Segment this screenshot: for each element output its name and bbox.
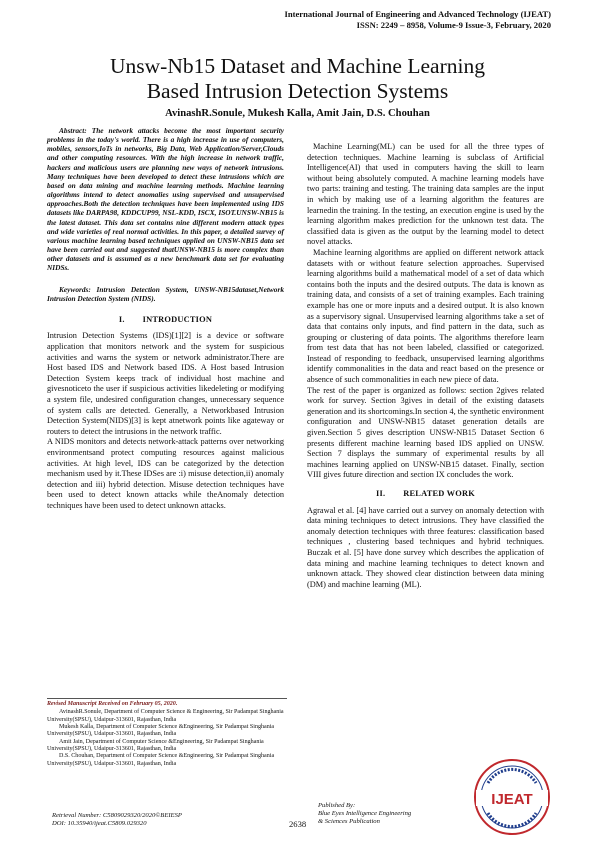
- author-affiliation-1: AvinashR.Sonule, Department of Computer Science & Engineering, Sir Padampat Singhania University(SPSU), Udaipur-313601, Rajasthan, India: [47, 709, 284, 723]
- author-list: AvinashR.Sonule, Mukesh Kalla, Amit Jain, D.S. Chouhan: [165, 108, 430, 119]
- journal-header: [284, 9, 551, 31]
- received-date: Revised Manuscript Received on February 05, 2020.: [47, 701, 178, 707]
- abstract: Abstract: The network attacks become the most important security problems in the today's world. There is a high increase in use of computers, mobiles, sensors,IoTs in networks, Big Data, Web Application/Server,Clouds and other computing resources. With the high increase in network traffic, hackers and malicious users are planning new ways of network intrusions. Many techniques have been developed to detect these intrusions which are based on data mining and machine learning methods. Machine learning algorithms intend to detect anomalies using supervised and unsupervised approaches.Both the detection techniques have been implemented using IDS datasets like DARPA98, KDDCUP99, NSL-KDD, ISCX, ISOT.UNSW-NB15 is the latest dataset. This data set contains nine different modern attack types and wide varieties of real normal activities. In this paper, a detailed survey of various machine learning based techniques applied on UNSW-NB15 data set have been carried out and suggested thatUNSW-NB15 is more complex than other datasets and is assumed as a new benchmark data set for evaluating NIDSs.: [47, 126, 284, 273]
- publisher-line-1: Blue Eyes Intelligence Engineering: [318, 810, 412, 817]
- intro-paragraph-2: A NIDS monitors and detects network-attack patterns over networking environmentsand protect computing resources against malicious activities. At high level, IDS can be categorized by the detection mechanism used by it.These IDSes are :i) misuse detection,ii) anomaly detection and iii) hybrid detection. Misuse detection techniques have been used to detect known attacks while theAnomaly detection techniques have been used to detect unknown attacks.: [47, 437, 284, 510]
- ml-paragraph-2: Machine learning algorithms are applied on different network attack datasets with or without feature selection approaches. Supervised learning algorithms build a mathematical model of a set of data which contains both the inputs and the desired outputs. The data is known as training data, and consists of a set of training examples. Each training example has one or more inputs and a desired output. It is also known as a supervisory signal. Unsupervised learning algorithms take a set of data that contains only inputs, and find pattern in the data, such as grouping or clustering of data points. The algorithms therefore learn from test data that has not been labeled, classified or categorized. Instead of responding to feedback, unsupervised learning algorithms identify commonalities in the data and react based on the presence or absence of such commonalities in each new piece of data.: [307, 247, 544, 385]
- keywords: Keywords: Intrusion Detection System, UNSW-NB15dataset,Network Intrusion Detection System (NIDS).: [47, 284, 284, 303]
- author-affiliation-4: D.S. Chouhan, Department of Computer Science &Engineering, Sir Padampat Singhania University(SPSU), Udaipur-313601, Rajasthan, India: [47, 753, 275, 767]
- logo-lettering: IJEAT: [491, 791, 533, 808]
- doi: DOI: 10.35940/ijeat.C5809.029320: [52, 820, 147, 827]
- author-affiliation-3: Amit Jain, Department of Computer Science &Engineering, Sir Padampat Singhania University(SPSU), Udaipur-313601, Rajasthan, India: [47, 738, 264, 753]
- published-by: Published By:: [318, 802, 356, 809]
- section-heading-related-work: [307, 489, 544, 500]
- retrieval-info: [52, 812, 182, 828]
- organization-paragraph: The rest of the paper is organized as follows: section 2gives related work for survey. Section 3gives in detail of the existing datasets generation and its shortcomings.In section 4, the synthetic environment configuration and UNSW-NB15 dataset generation details are given.Section 5 gives description UNSW-NB15 Dataset Section 6 presents different machine learning based IDS applied on UNSW. Section 7 displays the summary of experimental results by all machines learning applied on UNSW-NB15 dataset. Finally, section VIII gives future direction and section IX concludes the work.: [307, 385, 544, 480]
- section-number: II.: [376, 489, 386, 498]
- publisher-info: [318, 802, 411, 826]
- related-work-paragraph: Agrawal et al. [4] have carried out a survey on anomaly detection with data mining techniques to detect intrusions. They have classified the anomaly detection techniques with three features: classification based techniques , clustering based techniques and hybrid techniques. Buczak et al. [5] have done survey which describes the application of data mining and machine learning techniques to detect known and unknown attack. They showed clear distinction between data mining (DM) and machine learning (ML).: [307, 505, 544, 589]
- paper-title: [40, 54, 555, 104]
- retrieval-number: Retrieval Number: C5809029320/2020©BEIESP: [52, 812, 182, 819]
- left-column: [47, 126, 284, 512]
- section-title: INTRODUCTION: [142, 314, 213, 324]
- author-footnote: [47, 698, 287, 768]
- publisher-line-2: & Sciences Publication: [318, 818, 380, 825]
- footnote-rule: [47, 698, 287, 699]
- journal-issn: ISSN: 2249 – 8958, Volume-9 Issue-3, February, 2020: [356, 20, 551, 30]
- page-number: 2638: [289, 819, 307, 829]
- section-title: RELATED WORK: [403, 489, 475, 498]
- ml-paragraph-1: Machine Learning(ML) can be used for all the three types of detection techniques. Machine learning is subclass of Artificial Intelligence(AI) that used in computers having the skill to learn without being absolutely computed. A machine learning models have two parts: training and testing. The training data samples are the input in which by making use of a learning algorithm the features are learnedin the training. In the testing, an execution engine is used by the learning algorithm makes prediction for the unknown test data. The classified data is given as the output by the learning model to detect novel attacks.: [307, 142, 544, 247]
- intro-paragraph-1: Intrusion Detection Systems (IDS)[1][2] is a device or software application that monitors network and the system for suspicious activities and warns the system or network administrator.There are Host based IDS and Network based IDS. A Host based Intrusion Detection System keeps track of individual host machine and givesnoticeto the user if suspicious activities likedeleting or modifying a system file, undesired configuration changes, unnecessary sequence of system calls are detected. Generally, a Networkbased Intrusion Detection System(NIDS)[3] is kept atnetwork points like agateway or routers to detect the intrusions in the network traffic.: [47, 331, 284, 436]
- section-number: I.: [118, 314, 125, 324]
- journal-name: International Journal of Engineering and Advanced Technology (IJEAT): [284, 9, 551, 19]
- title-line-2: Based Intrusion Detection Systems: [146, 79, 449, 103]
- author-affiliation-2: Mukesh Kalla, Department of Computer Science &Engineering, Sir Padampat Singhania University(SPSU), Udaipur-313601, Rajasthan, India: [47, 724, 275, 738]
- title-line-1: Unsw-Nb15 Dataset and Machine Learning: [110, 54, 485, 78]
- right-column: [307, 142, 544, 590]
- section-heading-introduction: [47, 315, 284, 326]
- ijeat-logo: [472, 757, 552, 837]
